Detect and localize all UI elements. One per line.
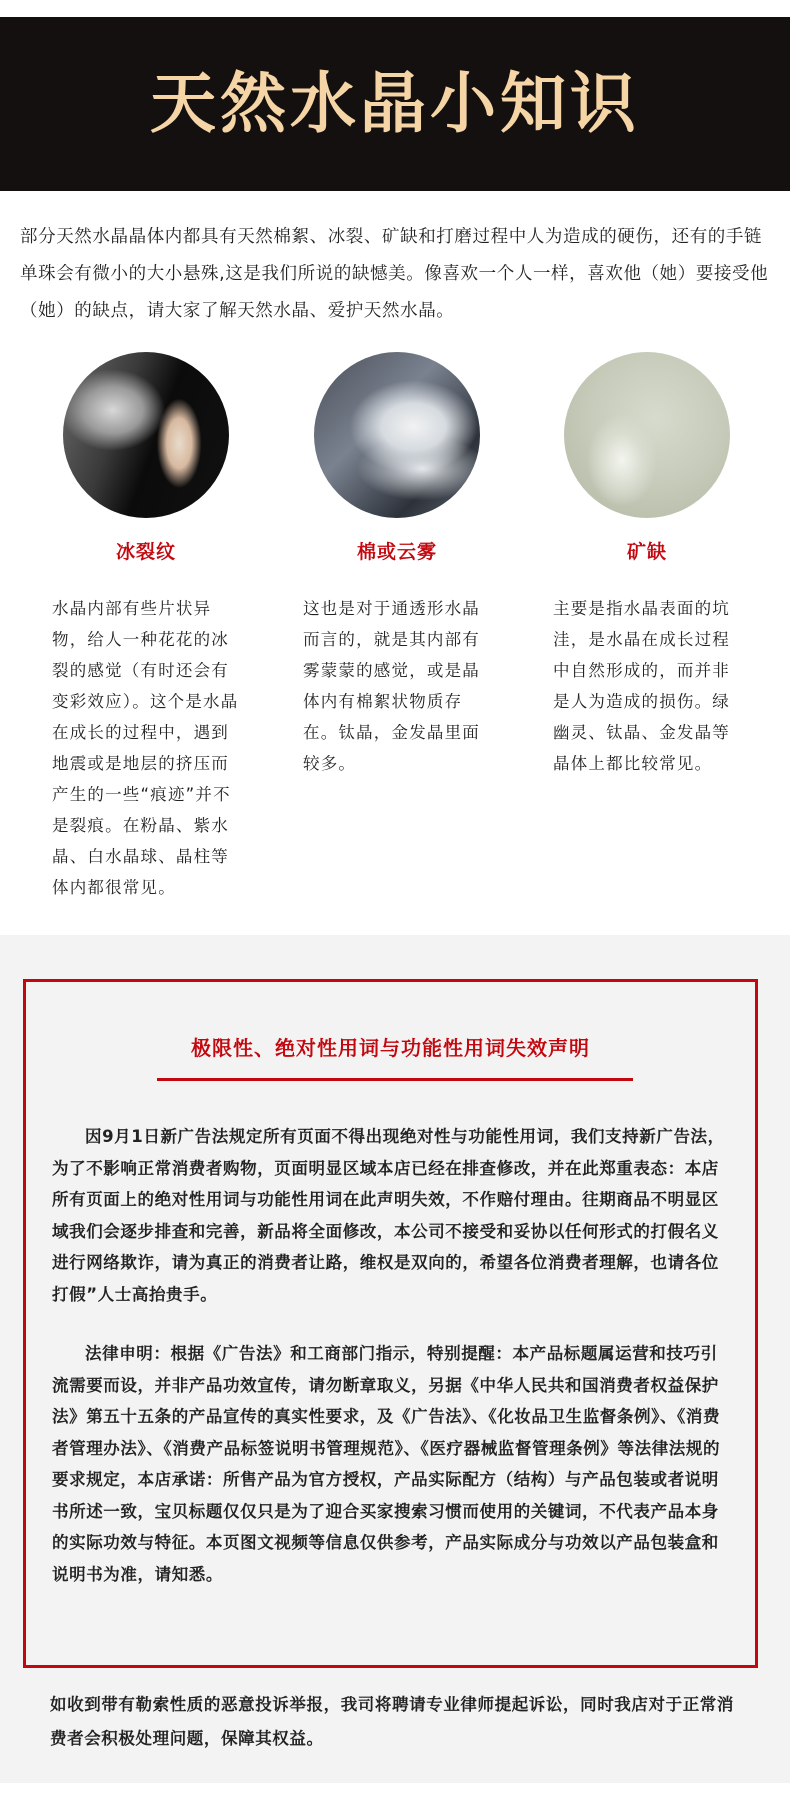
flaw-description: 这也是对于通透形水晶而言的，就是其内部有雾蒙蒙的感觉，或是晶体内有棉絮状物质存在。钛晶，金发晶里面较多。 (303, 599, 480, 773)
flaw-label: 冰裂纹 (115, 541, 176, 563)
flaw-label: 矿缺 (626, 541, 667, 563)
disclaimer-title: 极限性、绝对性用词与功能性用词失效声明 (191, 1036, 590, 1060)
intro-paragraph: 部分天然水晶晶体内都具有天然棉絮、冰裂、矿缺和打磨过程中人为造成的硬伤，还有的手链单珠会有微小的大小悬殊,这是我们所说的缺憾美。像喜欢一个人一样，喜欢他（她）要接受他（她）的缺点，请大家了解天然水晶、爱护天然水晶。 (20, 227, 769, 321)
cotton-cloud-crystal-image (314, 352, 480, 518)
ice-crack-crystal-image (63, 352, 229, 518)
title-banner (0, 17, 790, 191)
flaw-description: 主要是指水晶表面的坑洼，是水晶在成长过程中自然形成的，而并非是人为造成的损伤。绿幽灵、钛晶、金发晶等晶体上都比较常见。 (553, 599, 730, 773)
legal-statement-paragraph: 法律申明：根据《广告法》和工商部门指示，特别提醒：本产品标题属运营和技巧引流需要而设，并非产品功效宣传，请勿断章取义，另据《中华人民共和国消费者权益保护法》第五十五条的产品宣传的真实性要求，及《广告法》、《化妆品卫生监督条例》、《消费者管理办法》、《消费产品标签说明书管理规范》、《医疗器械监督管理条例》等法律法规的要求规定，本店承诺：所售产品为官方授权，产品实际配方（结构）与产品包装或者说明书所述一致，宝贝标题仅仅只是为了迎合买家搜索习惯而使用的关键词，不代表产品本身的实际功效与特征。本页图文视频等信息仅供参考，产品实际成分与功效以产品包装盒和说明书为准，请知悉。 (52, 1344, 721, 1584)
title-underline (157, 1078, 633, 1081)
page-title: 天然水晶小知识 (150, 65, 640, 142)
disclaimer-paragraph: 因9月1日新广告法规定所有页面不得出现绝对性与功能性用词，我们支持新广告法，为了不影响正常消费者购物，页面明显区域本店已经在排查修改，并在此郑重表态：本店所有页面上的绝对性用词与功能性用词在此声明失效，不作赔付理由。往期商品不明显区域我们会逐步排查和完善，新品将全面修改，本公司不接受和妥协以任何形式的打假名义进行网络欺诈，请为真正的消费者让路，维权是双向的，希望各位消费者理解，也请各位打假”人士高抬贵手。 (52, 1127, 725, 1304)
disclaimer-box (23, 979, 758, 1668)
flaw-label: 棉或云雾 (356, 541, 437, 563)
mineral-pit-crystal-image (564, 352, 730, 518)
flaw-description: 水晶内部有些片状异物，给人一种花花的冰裂的感觉（有时还会有变彩效应）。这个是水晶在成长的过程中，遇到地震或是地层的挤压而产生的一些“痕迹”并不是裂痕。在粉晶、紫水晶、白水晶球、晶柱等体内都很常见。 (52, 599, 239, 897)
footer-note: 如收到带有勒索性质的恶意投诉举报，我司将聘请专业律师提起诉讼，同时我店对于正常消费者会积极处理问题，保障其权益。 (50, 1695, 734, 1748)
